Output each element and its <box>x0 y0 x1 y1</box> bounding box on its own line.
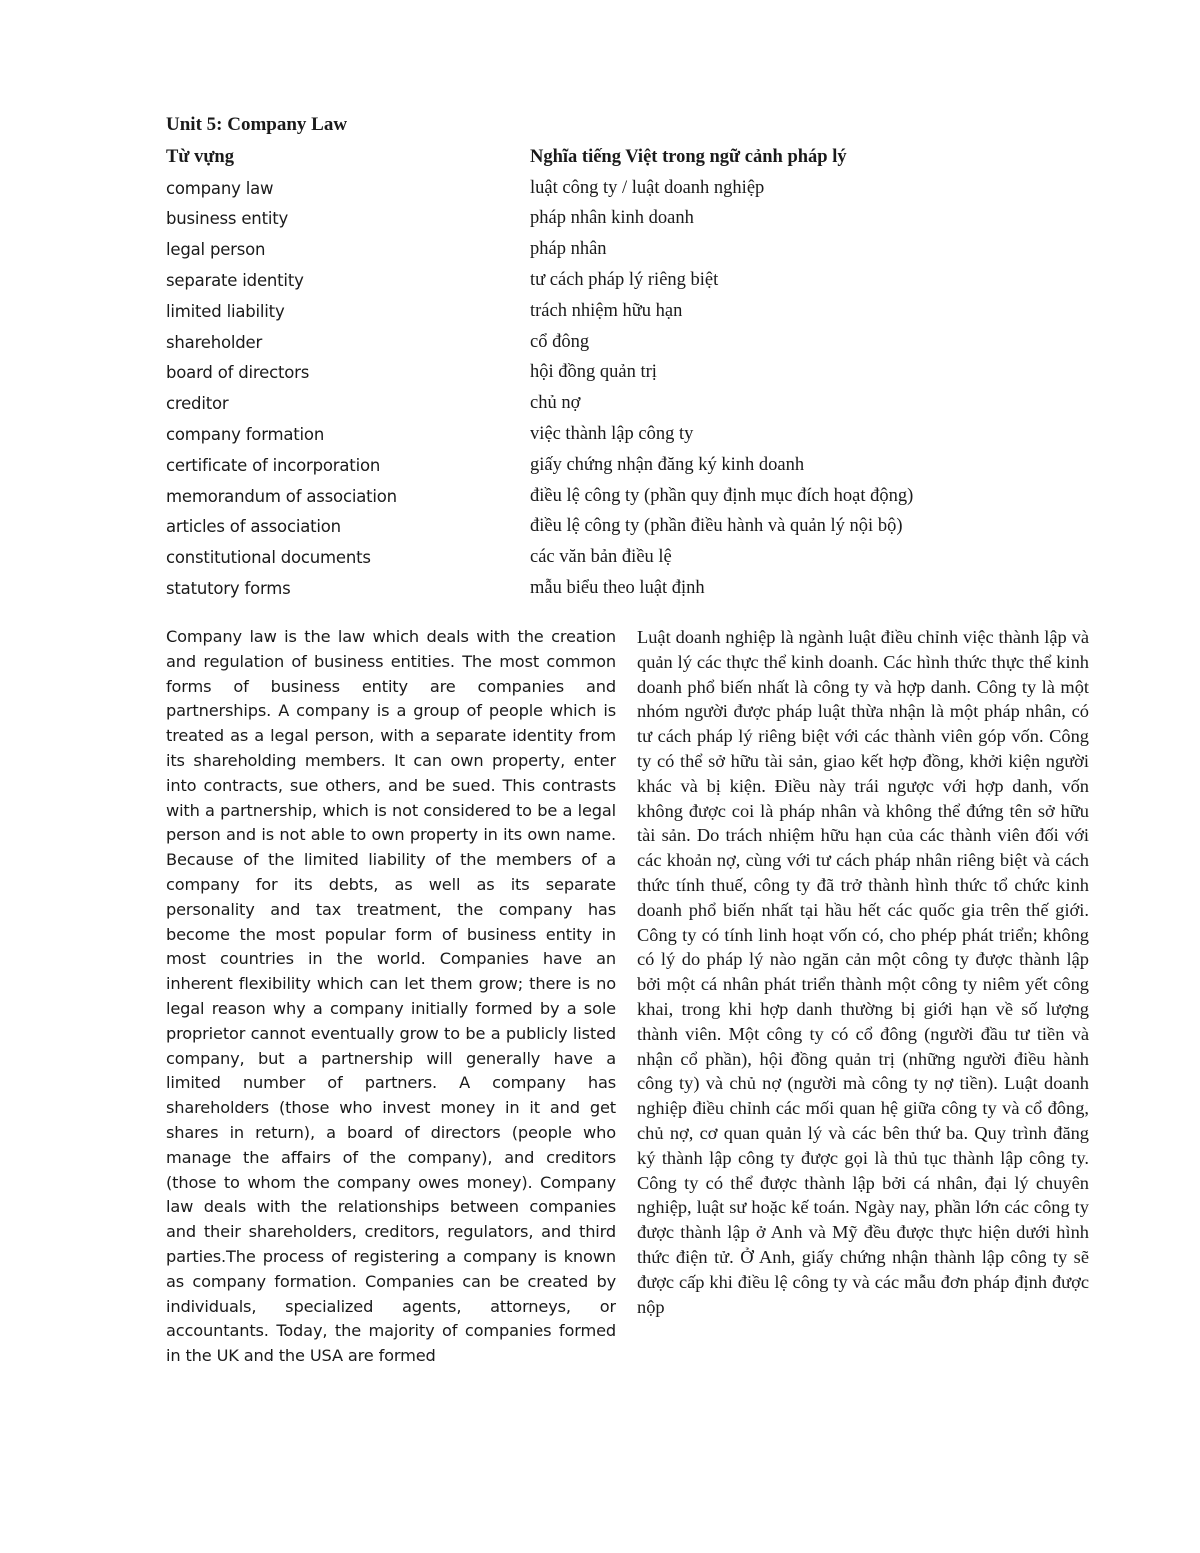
vocabulary-term: business entity <box>166 209 289 229</box>
vocabulary-row <box>166 327 1066 358</box>
vocabulary-term: separate identity <box>166 271 304 291</box>
vocabulary-row <box>166 542 1066 573</box>
vocabulary-term: legal person <box>166 240 266 260</box>
vocabulary-meaning: điều lệ công ty (phần quy định mục đích hoạt động) <box>530 485 914 506</box>
vocabulary-row <box>166 265 1066 296</box>
english-passage: Company law is the law which deals with the creation and regulation of business entities. The most common forms of business entity are companies and partnerships. A company is a group of people which is treated as a legal person, with a separate identity from its shareholding members. It can own property, enter into contracts, sue others, and be sued. This contrasts with a partnership, which is not considered to be a legal person and is not able to own property in its own name. Because of the limited liability of the members of a company for its debts, as well as its separate personality and tax treatment, the company has become the most popular form of business entity in most countries in the world. Companies have an inherent flexibility which can let them grow; there is no legal reason why a company initially formed by a sole proprietor cannot eventually grow to be a publicly listed company, but a partnership will generally have a limited number of partners. A company has shareholders (those who invest money in it and get shares in return), a board of directors (people who manage the affairs of the company), and creditors (those to whom the company owes money). Company law deals with the relationships between companies and their shareholders, creditors, regulators, and third parties.The process of registering a company is known as company formation. Companies can be created by individuals, specialized agents, attorneys, or accountants. Today, the majority of companies formed in the UK and the USA are formed <box>166 627 616 1366</box>
vocabulary-row <box>166 358 1066 389</box>
vocabulary-meaning: các văn bản điều lệ <box>530 547 672 568</box>
vocabulary-term: creditor <box>166 394 229 414</box>
vocabulary-meaning: mẫu biểu theo luật định <box>530 578 705 599</box>
vocabulary-meaning: luật công ty / luật doanh nghiệp <box>530 177 765 198</box>
vocabulary-row <box>166 204 1066 235</box>
vocabulary-meaning: pháp nhân kinh doanh <box>530 208 694 229</box>
vocabulary-row <box>166 419 1066 450</box>
vocabulary-meaning: điều lệ công ty (phần điều hành và quản lý nội bộ) <box>530 516 903 537</box>
vocabulary-term: memorandum of association <box>166 486 397 506</box>
vietnamese-passage: Luật doanh nghiệp là ngành luật điều chỉnh việc thành lập và quản lý các thực thể kinh doanh. Các hình thức thực thể kinh doanh phổ biến nhất là công ty và hợp danh. Công ty là một nhóm người được pháp luật thừa nhận là một pháp nhân, có tư cách pháp lý riêng biệt với các thành viên góp vốn. Công ty có thể sở hữu tài sản, giao kết hợp đồng, khởi kiện người khác và bị kiện. Điều này trái ngược với hợp danh, vốn không được coi là pháp nhân và không thể đứng tên sở hữu tài sản. Do trách nhiệm hữu hạn của các thành viên đối với các khoản nợ, cùng với tư cách pháp nhân riêng biệt và cách thức tính thuế, công ty đã trở thành hình thức tổ chức kinh doanh phổ biến nhất tại hầu hết các quốc gia trên thế giới. Công ty có tính linh hoạt vốn có, cho phép phát triển; không có lý do pháp lý nào ngăn cản một công ty được thành lập bởi một cá nhân phát triển thành một công ty niêm yết công khai, trong khi hợp danh thường bị giới hạn về số lượng thành viên. Một công ty có cổ đông (người đầu tư tiền và nhận cổ phần), hội đồng quản trị (những người điều hành công ty) và chủ nợ (người mà công ty nợ tiền). Luật doanh nghiệp điều chỉnh các mối quan hệ giữa công ty và cổ đông, chủ nợ, cơ quan quản lý và các bên thứ ba. Quy trình đăng ký thành lập công ty được gọi là thủ tục thành lập công ty. Công ty có thể được thành lập bởi cá nhân, đại lý chuyên nghiệp, luật sư hoặc kế toán. Ngày nay, phần lớn các công ty được thành lập ở Anh và Mỹ đều được thực hiện dưới hình thức điện tử. Ở Anh, giấy chứng nhận thành lập công ty sẽ được cấp khi điều lệ công ty và các mẫu đơn pháp định được nộp <box>637 627 1089 1317</box>
vocabulary-row <box>166 173 1066 204</box>
vocabulary-meaning: hội đồng quản trị <box>530 362 657 383</box>
vocabulary-term: certificate of incorporation <box>166 455 381 475</box>
vocabulary-header-term: Từ vựng <box>166 146 234 167</box>
vocabulary-meaning: trách nhiệm hữu hạn <box>530 300 683 321</box>
vocabulary-meaning: giấy chứng nhận đăng ký kinh doanh <box>530 454 805 475</box>
vocabulary-meaning: chủ nợ <box>530 393 581 414</box>
vocabulary-row <box>166 512 1066 543</box>
vocabulary-table <box>166 142 1066 604</box>
vocabulary-meaning: việc thành lập công ty <box>530 424 694 445</box>
vocabulary-term: statutory forms <box>166 579 291 599</box>
vocabulary-meaning: cổ đông <box>530 331 590 352</box>
vocabulary-row <box>166 450 1066 481</box>
vocabulary-term: company law <box>166 178 274 198</box>
vocabulary-header-row <box>166 142 1066 173</box>
vocabulary-row <box>166 388 1066 419</box>
vocabulary-row <box>166 573 1066 604</box>
vocabulary-header-meaning: Nghĩa tiếng Việt trong ngữ cảnh pháp lý <box>530 146 847 167</box>
vocabulary-term: limited liability <box>166 301 285 321</box>
vocabulary-row <box>166 481 1066 512</box>
vocabulary-meaning: pháp nhân <box>530 239 607 260</box>
vocabulary-term: board of directors <box>166 363 310 383</box>
vocabulary-term: company formation <box>166 425 325 445</box>
vocabulary-term: articles of association <box>166 517 341 537</box>
page-title: Unit 5: Company Law <box>166 114 348 135</box>
vocabulary-row <box>166 234 1066 265</box>
vocabulary-term: shareholder <box>166 332 263 352</box>
vocabulary-row <box>166 296 1066 327</box>
vocabulary-term: constitutional documents <box>166 548 371 568</box>
vocabulary-meaning: tư cách pháp lý riêng biệt <box>530 270 719 291</box>
